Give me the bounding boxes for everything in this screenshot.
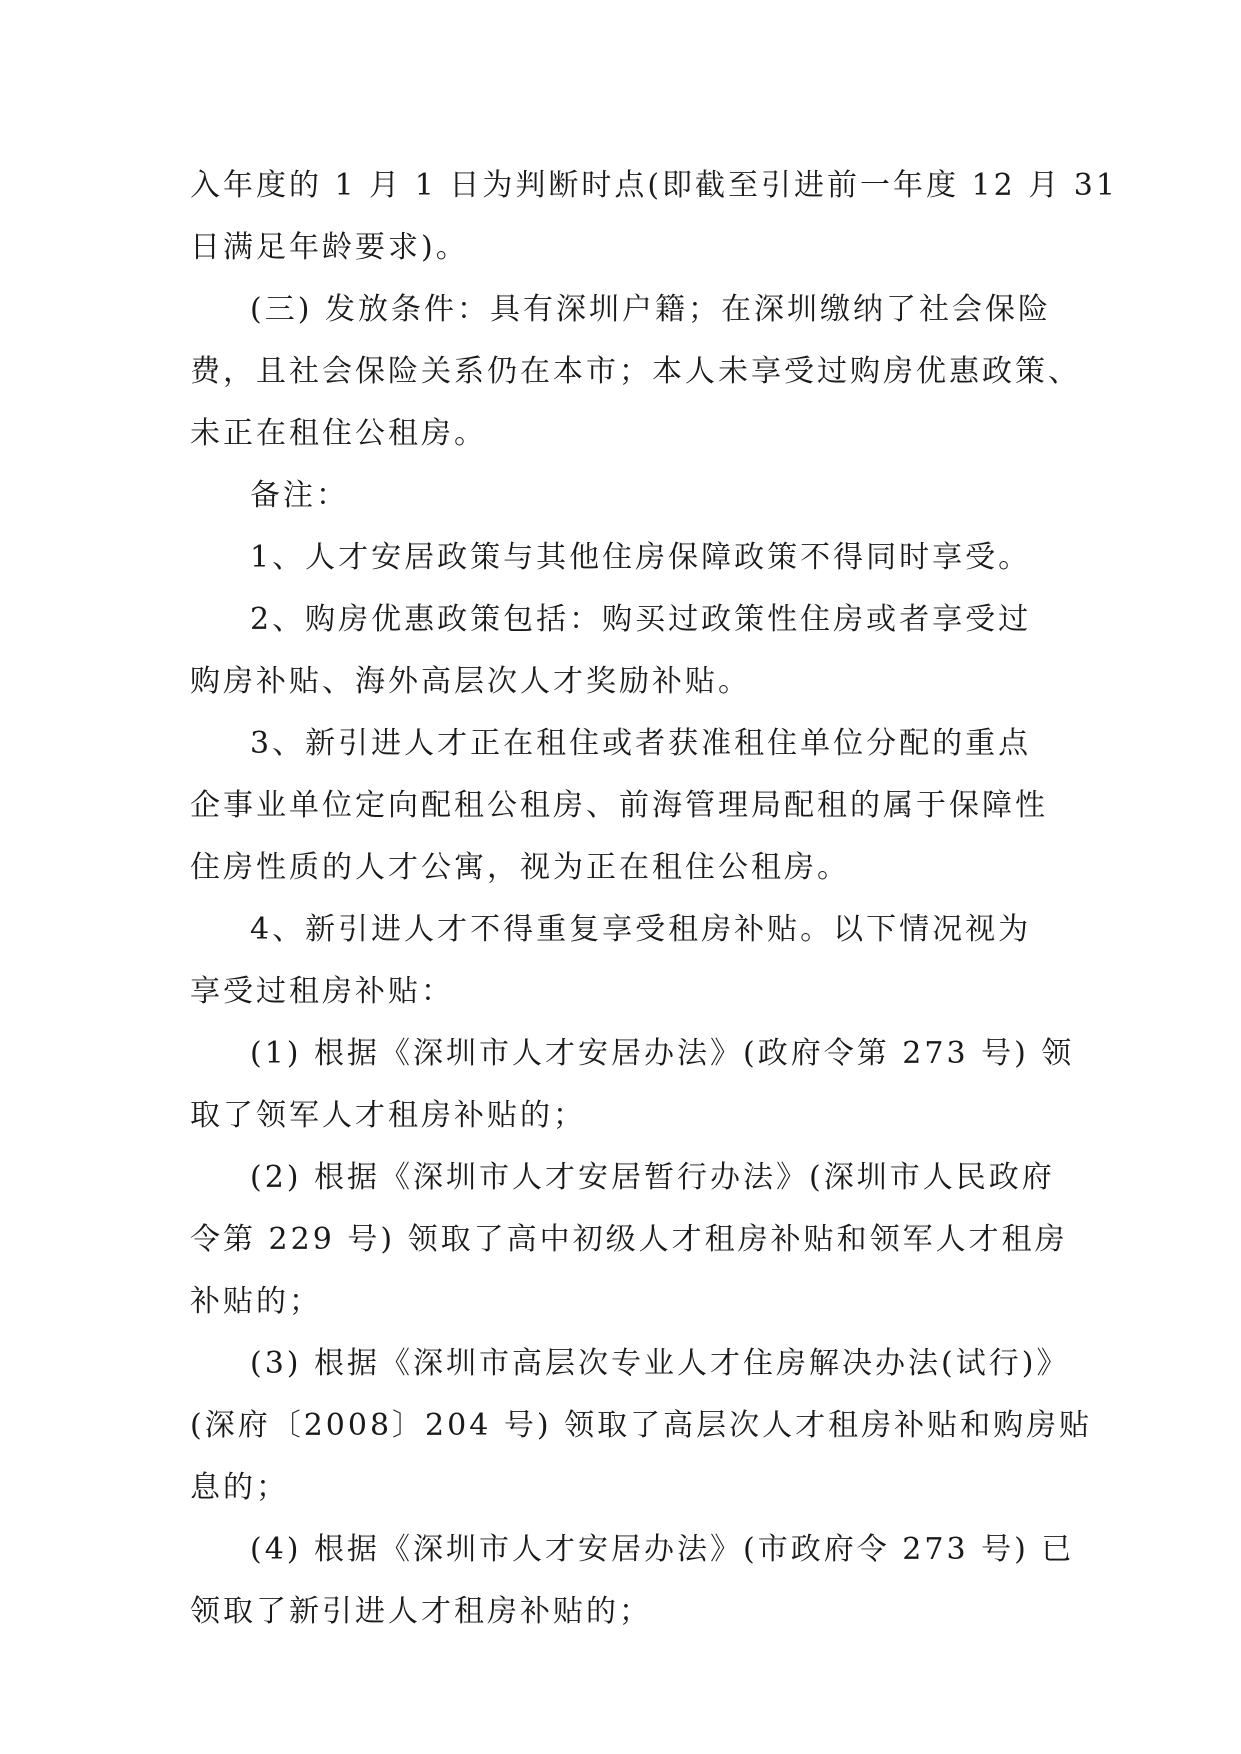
text-line: 3、新引进人才正在租住或者获准租住单位分配的重点 [250, 726, 1032, 761]
text-line: 补贴的； [190, 1284, 322, 1319]
text-line: 享受过租房补贴： [190, 974, 454, 1009]
text-line: 住房性质的人才公寓，视为正在租住公租房。 [190, 850, 850, 885]
document-body [190, 155, 1118, 1643]
text-line: 入年度的 1 月 1 日为判断时点(即截至引进前一年度 12 月 31 [190, 168, 1118, 203]
text-line: 2、购房优惠政策包括：购买过政策性住房或者享受过 [250, 602, 1032, 637]
text-line: 备注： [250, 478, 349, 513]
text-line: 1、人才安居政策与其他住房保障政策不得同时享受。 [250, 540, 1032, 575]
text-line: 企事业单位定向配租公租房、前海管理局配租的属于保障性 [190, 788, 1048, 823]
text-line: 日满足年龄要求)。 [190, 230, 469, 265]
text-line: (2) 根据《深圳市人才安居暂行办法》(深圳市人民政府 [250, 1160, 1055, 1195]
text-line: 4、新引进人才不得重复享受租房补贴。以下情况视为 [250, 912, 1032, 947]
text-line: 息的； [190, 1470, 289, 1505]
text-line: 费，且社会保险关系仍在本市；本人未享受过购房优惠政策、 [190, 354, 1081, 389]
text-line: (1) 根据《深圳市人才安居办法》(政府令第 273 号) 领 [250, 1036, 1075, 1071]
text-line: 领取了新引进人才租房补贴的； [190, 1594, 652, 1629]
text-line: (3) 根据《深圳市高层次专业人才住房解决办法(试行)》 [250, 1346, 1070, 1381]
text-line: (4) 根据《深圳市人才安居办法》(市政府令 273 号) 已 [250, 1532, 1075, 1567]
text-line: 购房补贴、海外高层次人才奖励补贴。 [190, 664, 751, 699]
text-line: (三) 发放条件：具有深圳户籍；在深圳缴纳了社会保险 [250, 292, 1051, 327]
text-line: 令第 229 号) 领取了高中初级人才租房补贴和领军人才租房 [190, 1222, 1068, 1257]
text-line: (深府〔2008〕204 号) 领取了高层次人才租房补贴和购房贴 [190, 1408, 1093, 1443]
text-line: 未正在租住公租房。 [190, 416, 487, 451]
text-line: 取了领军人才租房补贴的； [190, 1098, 586, 1133]
